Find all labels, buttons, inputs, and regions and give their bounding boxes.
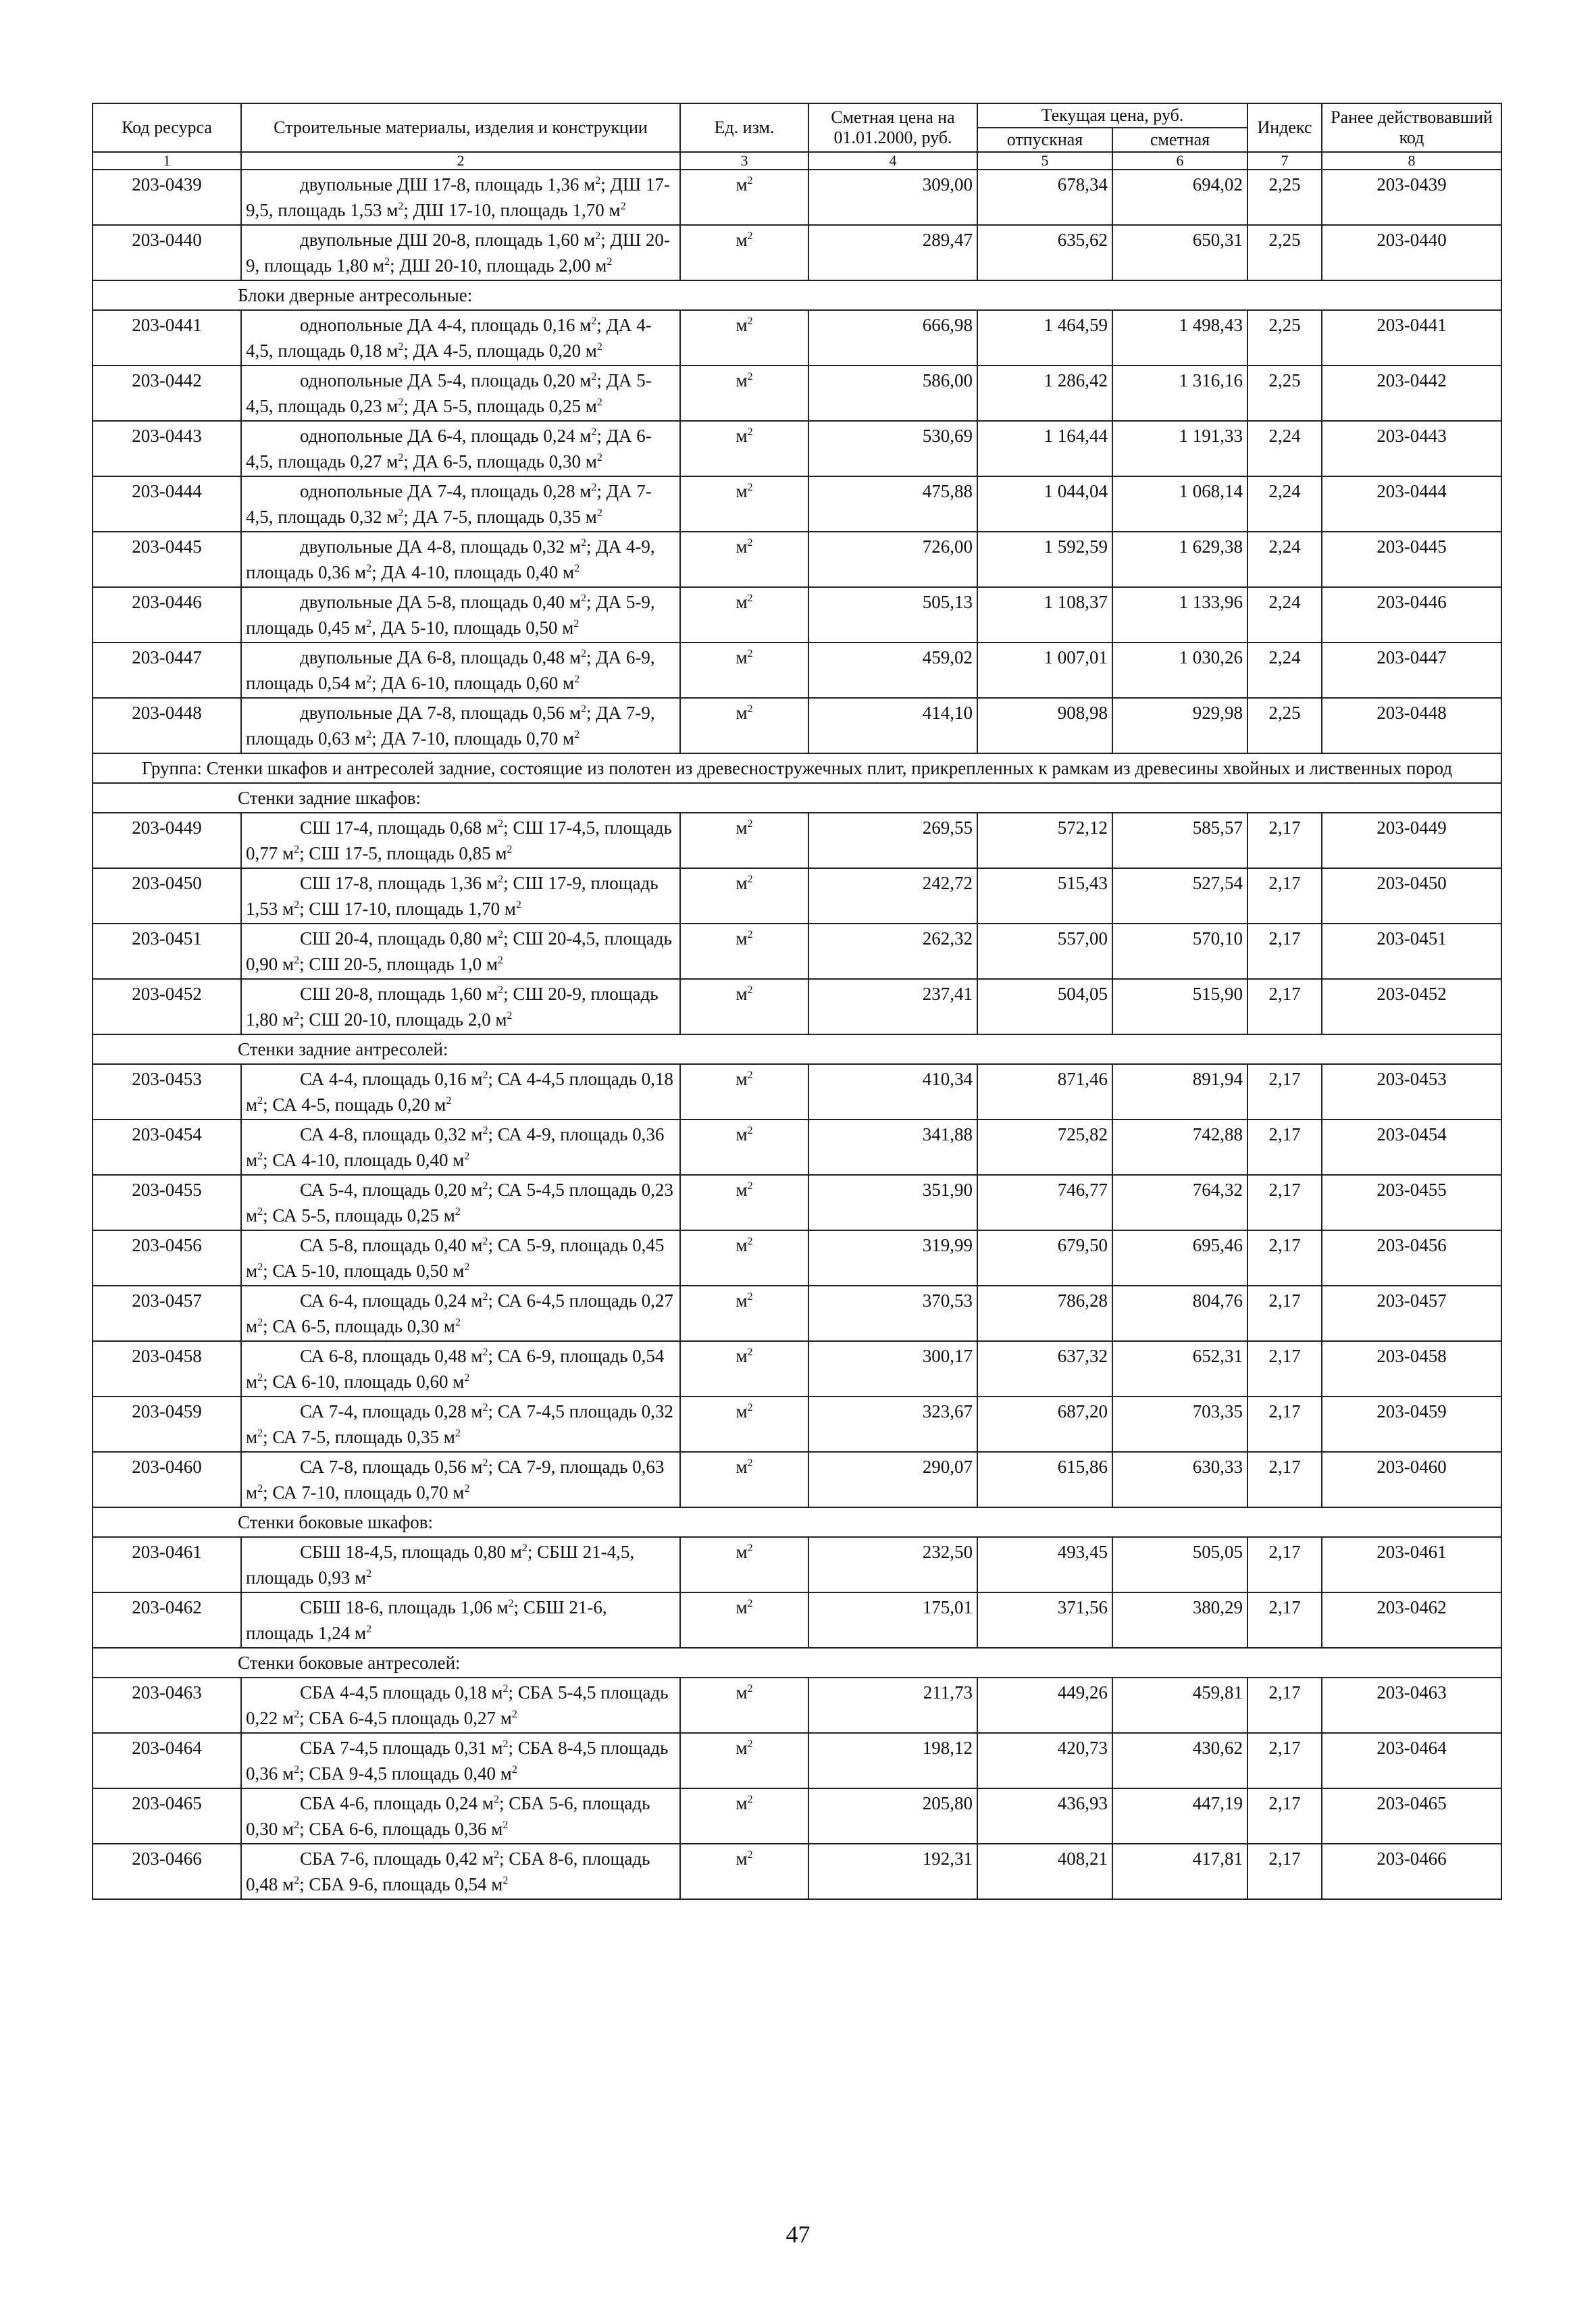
base-price-cell: 198,12	[808, 1733, 977, 1788]
estimate-price-cell: 447,19	[1112, 1788, 1247, 1844]
estimate-price-cell: 652,31	[1112, 1341, 1247, 1397]
estimate-price-cell: 380,29	[1112, 1592, 1247, 1648]
sale-price-cell: 637,32	[977, 1341, 1112, 1397]
base-price-cell: 414,10	[808, 698, 977, 753]
base-price-cell: 289,47	[808, 225, 977, 280]
sale-price-cell: 871,46	[977, 1064, 1112, 1120]
estimate-price-cell: 459,81	[1112, 1678, 1247, 1733]
column-number: 7	[1247, 152, 1322, 170]
unit-cell: $м^2$	[680, 170, 808, 225]
previous-code-cell: 203-0455	[1322, 1175, 1501, 1230]
estimate-price-cell: 1 191,33	[1112, 421, 1247, 476]
unit-cell: $м^2$	[680, 310, 808, 366]
table-row	[93, 532, 1501, 587]
unit-cell: $м^2$	[680, 421, 808, 476]
resource-code-cell: 203-0445	[93, 532, 241, 587]
index-cell: 2,17	[1247, 1230, 1322, 1286]
previous-code-cell: 203-0462	[1322, 1592, 1501, 1648]
section-title: Стенки задние шкафов:	[238, 788, 421, 808]
estimate-price-cell: 1 133,96	[1112, 587, 1247, 643]
unit-cell: $м^2$	[680, 476, 808, 532]
description-cell: СБШ 18-6, площадь 1,06 $м^2$; СБШ 21-6, площадь 1,24 $м^2$	[241, 1592, 680, 1648]
previous-code-cell: 203-0449	[1322, 813, 1501, 868]
price-table	[92, 103, 1502, 1900]
header-previous-code: Ранее действовавший код	[1322, 103, 1501, 152]
description-cell: однопольные ДА 6-4, площадь 0,24 $м^2$; ДА 6-4,5, площадь 0,27 $м^2$; ДА 6-5, площадь 0,30 $м^2$	[241, 421, 680, 476]
index-cell: 2,17	[1247, 868, 1322, 924]
sale-price-cell: 371,56	[977, 1592, 1112, 1648]
section-cell	[93, 783, 1501, 813]
previous-code-cell: 203-0453	[1322, 1064, 1501, 1120]
section-row	[93, 783, 1501, 813]
table-row	[93, 1175, 1501, 1230]
section-title: Стенки задние антресолей:	[238, 1039, 448, 1059]
description-cell: СШ 17-8, площадь 1,36 $м^2$; СШ 17-9, площадь 1,53 $м^2$; СШ 17-10, площадь 1,70 $м^2$	[241, 868, 680, 924]
index-cell: 2,25	[1247, 310, 1322, 366]
description-cell: СА 5-4, площадь 0,20 $м^2$; СА 5-4,5 площадь 0,23 $м^2$; СА 5-5, площадь 0,25 $м^2$	[241, 1175, 680, 1230]
sale-price-cell: 725,82	[977, 1120, 1112, 1175]
resource-code-cell: 203-0460	[93, 1452, 241, 1507]
estimate-price-cell: 1 629,38	[1112, 532, 1247, 587]
table-row	[93, 170, 1501, 225]
resource-code-cell: 203-0457	[93, 1286, 241, 1341]
base-price-cell: 341,88	[808, 1120, 977, 1175]
unit-cell: $м^2$	[680, 587, 808, 643]
unit-cell: $м^2$	[680, 979, 808, 1034]
sale-price-cell: 746,77	[977, 1175, 1112, 1230]
estimate-price-cell: 1 030,26	[1112, 643, 1247, 698]
previous-code-cell: 203-0464	[1322, 1733, 1501, 1788]
sale-price-cell: 420,73	[977, 1733, 1112, 1788]
previous-code-cell: 203-0439	[1322, 170, 1501, 225]
table-row	[93, 1452, 1501, 1507]
estimate-price-cell: 585,57	[1112, 813, 1247, 868]
description-cell: двупольные ДА 5-8, площадь 0,40 $м^2$; ДА 5-9, площадь 0,45 $м^2$, ДА 5-10, площадь 0,50 $м^2$	[241, 587, 680, 643]
table-row	[93, 1844, 1501, 1899]
index-cell: 2,17	[1247, 1341, 1322, 1397]
table-row	[93, 1286, 1501, 1341]
index-cell: 2,17	[1247, 1452, 1322, 1507]
unit-cell: $м^2$	[680, 532, 808, 587]
previous-code-cell: 203-0448	[1322, 698, 1501, 753]
base-price-cell: 475,88	[808, 476, 977, 532]
description-cell: СА 5-8, площадь 0,40 $м^2$; СА 5-9, площадь 0,45 $м^2$; СА 5-10, площадь 0,50 $м^2$	[241, 1230, 680, 1286]
table-row	[93, 698, 1501, 753]
sale-price-cell: 1 007,01	[977, 643, 1112, 698]
sale-price-cell: 635,62	[977, 225, 1112, 280]
header-materials: Строительные материалы, изделия и конструкции	[241, 103, 680, 152]
resource-code-cell: 203-0452	[93, 979, 241, 1034]
description-cell: СШ 17-4, площадь 0,68 $м^2$; СШ 17-4,5, площадь 0,77 $м^2$; СШ 17-5, площадь 0,85 $м^2$	[241, 813, 680, 868]
table-row	[93, 476, 1501, 532]
section-cell	[93, 1507, 1501, 1537]
sale-price-cell: 786,28	[977, 1286, 1112, 1341]
sale-price-cell: 678,34	[977, 170, 1112, 225]
previous-code-cell: 203-0452	[1322, 979, 1501, 1034]
base-price-cell: 323,67	[808, 1397, 977, 1452]
base-price-cell: 242,72	[808, 868, 977, 924]
previous-code-cell: 203-0444	[1322, 476, 1501, 532]
description-cell: СА 4-4, площадь 0,16 $м^2$; СА 4-4,5 площадь 0,18 $м^2$; СА 4-5, пощадь 0,20 $м^2$	[241, 1064, 680, 1120]
column-number: 5	[977, 152, 1112, 170]
base-price-cell: 205,80	[808, 1788, 977, 1844]
table-row	[93, 1592, 1501, 1648]
base-price-cell: 726,00	[808, 532, 977, 587]
estimate-price-cell: 695,46	[1112, 1230, 1247, 1286]
unit-cell: $м^2$	[680, 1397, 808, 1452]
previous-code-cell: 203-0445	[1322, 532, 1501, 587]
previous-code-cell: 203-0443	[1322, 421, 1501, 476]
table-header	[93, 103, 1501, 170]
section-cell	[93, 1648, 1501, 1678]
table-row	[93, 310, 1501, 366]
description-cell: однопольные ДА 5-4, площадь 0,20 $м^2$; ДА 5-4,5, площадь 0,23 $м^2$; ДА 5-5, площадь 0,25 $м^2$	[241, 366, 680, 421]
description-cell: СА 4-8, площадь 0,32 $м^2$; СА 4-9, площадь 0,36 $м^2$; СА 4-10, площадь 0,40 $м^2$	[241, 1120, 680, 1175]
previous-code-cell: 203-0447	[1322, 643, 1501, 698]
index-cell: 2,17	[1247, 924, 1322, 979]
index-cell: 2,25	[1247, 366, 1322, 421]
description-cell: двупольные ДА 4-8, площадь 0,32 $м^2$; ДА 4-9, площадь 0,36 $м^2$; ДА 4-10, площадь 0,40 $м^2$	[241, 532, 680, 587]
section-cell	[93, 1034, 1501, 1064]
estimate-price-cell: 630,33	[1112, 1452, 1247, 1507]
estimate-price-cell: 1 498,43	[1112, 310, 1247, 366]
description-cell: СБА 7-4,5 площадь 0,31 $м^2$; СБА 8-4,5 площадь 0,36 $м^2$; СБА 9-4,5 площадь 0,40 $м^2$	[241, 1733, 680, 1788]
index-cell: 2,24	[1247, 476, 1322, 532]
index-cell: 2,17	[1247, 1064, 1322, 1120]
index-cell: 2,24	[1247, 643, 1322, 698]
index-cell: 2,17	[1247, 1678, 1322, 1733]
description-cell: двупольные ДШ 20-8, площадь 1,60 $м^2$; ДШ 20-9, площадь 1,80 $м^2$; ДШ 20-10, площадь 2,00 $м^2$	[241, 225, 680, 280]
unit-cell: $м^2$	[680, 1286, 808, 1341]
base-price-cell: 459,02	[808, 643, 977, 698]
description-cell: СШ 20-4, площадь 0,80 $м^2$; СШ 20-4,5, площадь 0,90 $м^2$; СШ 20-5, площадь 1,0 $м^2$	[241, 924, 680, 979]
description-cell: двупольные ДА 7-8, площадь 0,56 $м^2$; ДА 7-9, площадь 0,63 $м^2$; ДА 7-10, площадь 0,70 $м^2$	[241, 698, 680, 753]
index-cell: 2,17	[1247, 1286, 1322, 1341]
estimate-price-cell: 1 068,14	[1112, 476, 1247, 532]
header-estimate-price: сметная	[1112, 128, 1247, 152]
unit-cell: $м^2$	[680, 813, 808, 868]
unit-cell: $м^2$	[680, 1733, 808, 1788]
resource-code-cell: 203-0456	[93, 1230, 241, 1286]
base-price-cell: 505,13	[808, 587, 977, 643]
table-row	[93, 1120, 1501, 1175]
estimate-price-cell: 804,76	[1112, 1286, 1247, 1341]
resource-code-cell: 203-0449	[93, 813, 241, 868]
description-cell: СА 7-8, площадь 0,56 $м^2$; СА 7-9, площадь 0,63 $м^2$; СА 7-10, площадь 0,70 $м^2$	[241, 1452, 680, 1507]
unit-cell: $м^2$	[680, 1230, 808, 1286]
section-title: Стенки боковые шкафов:	[238, 1512, 434, 1532]
estimate-price-cell: 929,98	[1112, 698, 1247, 753]
table-row	[93, 1788, 1501, 1844]
resource-code-cell: 203-0453	[93, 1064, 241, 1120]
estimate-price-cell: 650,31	[1112, 225, 1247, 280]
sale-price-cell: 1 592,59	[977, 532, 1112, 587]
header-sale-price: отпускная	[977, 128, 1112, 152]
resource-code-cell: 203-0455	[93, 1175, 241, 1230]
previous-code-cell: 203-0450	[1322, 868, 1501, 924]
table-row	[93, 421, 1501, 476]
resource-code-cell: 203-0454	[93, 1120, 241, 1175]
unit-cell: $м^2$	[680, 1064, 808, 1120]
resource-code-cell: 203-0439	[93, 170, 241, 225]
index-cell: 2,25	[1247, 225, 1322, 280]
description-cell: двупольные ДШ 17-8, площадь 1,36 $м^2$; ДШ 17-9,5, площадь 1,53 $м^2$; ДШ 17-10, площадь 1,70 $м^2$	[241, 170, 680, 225]
description-cell: СА 6-8, площадь 0,48 $м^2$; СА 6-9, площадь 0,54 $м^2$; СА 6-10, площадь 0,60 $м^2$	[241, 1341, 680, 1397]
base-price-cell: 232,50	[808, 1537, 977, 1592]
description-cell: однопольные ДА 7-4, площадь 0,28 $м^2$; ДА 7-4,5, площадь 0,32 $м^2$; ДА 7-5, площадь 0,35 $м^2$	[241, 476, 680, 532]
description-cell: СШ 20-8, площадь 1,60 $м^2$; СШ 20-9, площадь 1,80 $м^2$; СШ 20-10, площадь 2,0 $м^2$	[241, 979, 680, 1034]
resource-code-cell: 203-0444	[93, 476, 241, 532]
table-row	[93, 643, 1501, 698]
estimate-price-cell: 417,81	[1112, 1844, 1247, 1899]
previous-code-cell: 203-0463	[1322, 1678, 1501, 1733]
index-cell: 2,24	[1247, 532, 1322, 587]
resource-code-cell: 203-0447	[93, 643, 241, 698]
resource-code-cell: 203-0462	[93, 1592, 241, 1648]
column-number: 2	[241, 152, 680, 170]
index-cell: 2,17	[1247, 1788, 1322, 1844]
resource-code-cell: 203-0440	[93, 225, 241, 280]
previous-code-cell: 203-0460	[1322, 1452, 1501, 1507]
page-number: 47	[786, 2221, 810, 2248]
resource-code-cell: 203-0443	[93, 421, 241, 476]
base-price-cell: 586,00	[808, 366, 977, 421]
unit-cell: $м^2$	[680, 1788, 808, 1844]
estimate-price-cell: 570,10	[1112, 924, 1247, 979]
section-row	[93, 1648, 1501, 1678]
unit-cell: $м^2$	[680, 1537, 808, 1592]
index-cell: 2,17	[1247, 1592, 1322, 1648]
sale-price-cell: 449,26	[977, 1678, 1112, 1733]
index-cell: 2,17	[1247, 1120, 1322, 1175]
unit-cell: $м^2$	[680, 924, 808, 979]
base-price-cell: 666,98	[808, 310, 977, 366]
column-number: 6	[1112, 152, 1247, 170]
unit-cell: $м^2$	[680, 1844, 808, 1899]
estimate-price-cell: 1 316,16	[1112, 366, 1247, 421]
description-cell: СА 7-4, площадь 0,28 $м^2$; СА 7-4,5 площадь 0,32 $м^2$; СА 7-5, площадь 0,35 $м^2$	[241, 1397, 680, 1452]
resource-code-cell: 203-0450	[93, 868, 241, 924]
unit-cell: $м^2$	[680, 698, 808, 753]
unit-cell: $м^2$	[680, 1175, 808, 1230]
resource-code-cell: 203-0459	[93, 1397, 241, 1452]
sale-price-cell: 408,21	[977, 1844, 1112, 1899]
section-row	[93, 280, 1501, 310]
unit-cell: $м^2$	[680, 1592, 808, 1648]
estimate-price-cell: 891,94	[1112, 1064, 1247, 1120]
previous-code-cell: 203-0446	[1322, 587, 1501, 643]
resource-code-cell: 203-0451	[93, 924, 241, 979]
sale-price-cell: 615,86	[977, 1452, 1112, 1507]
estimate-price-cell: 515,90	[1112, 979, 1247, 1034]
sale-price-cell: 557,00	[977, 924, 1112, 979]
table-row	[93, 868, 1501, 924]
estimate-price-cell: 742,88	[1112, 1120, 1247, 1175]
section-cell	[93, 280, 1501, 310]
estimate-price-cell: 527,54	[1112, 868, 1247, 924]
index-cell: 2,24	[1247, 587, 1322, 643]
previous-code-cell: 203-0459	[1322, 1397, 1501, 1452]
index-cell: 2,17	[1247, 1175, 1322, 1230]
group-title: Группа: Стенки шкафов и антресолей задние, состоящие из полотен из древесностружечных плит, прикрепленных к рамкам из древесины хвойных и лиственных пород	[93, 753, 1501, 783]
sale-price-cell: 436,93	[977, 1788, 1112, 1844]
sale-price-cell: 687,20	[977, 1397, 1112, 1452]
table-row	[93, 225, 1501, 280]
unit-cell: $м^2$	[680, 1678, 808, 1733]
index-cell: 2,25	[1247, 698, 1322, 753]
table-row	[93, 813, 1501, 868]
column-number: 3	[680, 152, 808, 170]
base-price-cell: 309,00	[808, 170, 977, 225]
previous-code-cell: 203-0457	[1322, 1286, 1501, 1341]
table-row	[93, 587, 1501, 643]
estimate-price-cell: 764,32	[1112, 1175, 1247, 1230]
column-number: 8	[1322, 152, 1501, 170]
base-price-cell: 211,73	[808, 1678, 977, 1733]
header-base-price: Сметная цена на 01.01.2000, руб.	[808, 103, 977, 152]
description-cell: СБА 4-4,5 площадь 0,18 $м^2$; СБА 5-4,5 площадь 0,22 $м^2$; СБА 6-4,5 площадь 0,27 $м^2$	[241, 1678, 680, 1733]
index-cell: 2,25	[1247, 170, 1322, 225]
table-row	[93, 1537, 1501, 1592]
sale-price-cell: 504,05	[977, 979, 1112, 1034]
sale-price-cell: 1 164,44	[977, 421, 1112, 476]
base-price-cell: 370,53	[808, 1286, 977, 1341]
table-row	[93, 1064, 1501, 1120]
section-title: Блоки дверные антресольные:	[238, 285, 473, 305]
header-index: Индекс	[1247, 103, 1322, 152]
sale-price-cell: 908,98	[977, 698, 1112, 753]
description-cell: двупольные ДА 6-8, площадь 0,48 $м^2$; ДА 6-9, площадь 0,54 $м^2$; ДА 6-10, площадь 0,60 $м^2$	[241, 643, 680, 698]
resource-code-cell: 203-0446	[93, 587, 241, 643]
table-row	[93, 1678, 1501, 1733]
column-numbers-row	[93, 152, 1501, 170]
column-number: 1	[93, 152, 241, 170]
previous-code-cell: 203-0451	[1322, 924, 1501, 979]
description-cell: СБА 7-6, площадь 0,42 $м^2$; СБА 8-6, площадь 0,48 $м^2$; СБА 9-6, площадь 0,54 $м^2$	[241, 1844, 680, 1899]
resource-code-cell: 203-0448	[93, 698, 241, 753]
previous-code-cell: 203-0466	[1322, 1844, 1501, 1899]
unit-cell: $м^2$	[680, 225, 808, 280]
section-row	[93, 1034, 1501, 1064]
base-price-cell: 290,07	[808, 1452, 977, 1507]
resource-code-cell: 203-0441	[93, 310, 241, 366]
base-price-cell: 262,32	[808, 924, 977, 979]
base-price-cell: 175,01	[808, 1592, 977, 1648]
table-row	[93, 979, 1501, 1034]
table-row	[93, 1230, 1501, 1286]
table-body	[93, 170, 1501, 1899]
index-cell: 2,17	[1247, 813, 1322, 868]
sale-price-cell: 1 286,42	[977, 366, 1112, 421]
estimate-price-cell: 703,35	[1112, 1397, 1247, 1452]
section-row	[93, 1507, 1501, 1537]
base-price-cell: 410,34	[808, 1064, 977, 1120]
resource-code-cell: 203-0463	[93, 1678, 241, 1733]
unit-cell: $м^2$	[680, 1452, 808, 1507]
base-price-cell: 192,31	[808, 1844, 977, 1899]
column-number: 4	[808, 152, 977, 170]
sale-price-cell: 1 464,59	[977, 310, 1112, 366]
section-title: Стенки боковые антресолей:	[238, 1653, 461, 1673]
estimate-price-cell: 430,62	[1112, 1733, 1247, 1788]
resource-code-cell: 203-0458	[93, 1341, 241, 1397]
sale-price-cell: 572,12	[977, 813, 1112, 868]
header-current-price: Текущая цена, руб.	[977, 103, 1247, 128]
sale-price-cell: 493,45	[977, 1537, 1112, 1592]
base-price-cell: 269,55	[808, 813, 977, 868]
unit-cell: $м^2$	[680, 868, 808, 924]
resource-code-cell: 203-0464	[93, 1733, 241, 1788]
estimate-price-cell: 694,02	[1112, 170, 1247, 225]
resource-code-cell: 203-0466	[93, 1844, 241, 1899]
previous-code-cell: 203-0458	[1322, 1341, 1501, 1397]
previous-code-cell: 203-0454	[1322, 1120, 1501, 1175]
index-cell: 2,17	[1247, 979, 1322, 1034]
previous-code-cell: 203-0441	[1322, 310, 1501, 366]
index-cell: 2,17	[1247, 1844, 1322, 1899]
unit-cell: $м^2$	[680, 643, 808, 698]
index-cell: 2,17	[1247, 1397, 1322, 1452]
previous-code-cell: 203-0440	[1322, 225, 1501, 280]
table-row	[93, 1341, 1501, 1397]
sale-price-cell: 1 108,37	[977, 587, 1112, 643]
base-price-cell: 351,90	[808, 1175, 977, 1230]
table-row	[93, 1733, 1501, 1788]
previous-code-cell: 203-0461	[1322, 1537, 1501, 1592]
previous-code-cell: 203-0442	[1322, 366, 1501, 421]
header-resource-code: Код ресурса	[93, 103, 241, 152]
resource-code-cell: 203-0465	[93, 1788, 241, 1844]
index-cell: 2,24	[1247, 421, 1322, 476]
table-row	[93, 1397, 1501, 1452]
unit-cell: $м^2$	[680, 366, 808, 421]
description-cell: СА 6-4, площадь 0,24 $м^2$; СА 6-4,5 площадь 0,27 $м^2$; СА 6-5, площадь 0,30 $м^2$	[241, 1286, 680, 1341]
resource-code-cell: 203-0442	[93, 366, 241, 421]
index-cell: 2,17	[1247, 1733, 1322, 1788]
group-row	[93, 753, 1501, 783]
table-row	[93, 924, 1501, 979]
resource-code-cell: 203-0461	[93, 1537, 241, 1592]
description-cell: однопольные ДА 4-4, площадь 0,16 $м^2$; ДА 4-4,5, площадь 0,18 $м^2$; ДА 4-5, площадь 0,20 $м^2$	[241, 310, 680, 366]
previous-code-cell: 203-0465	[1322, 1788, 1501, 1844]
base-price-cell: 319,99	[808, 1230, 977, 1286]
unit-cell: $м^2$	[680, 1341, 808, 1397]
estimate-price-cell: 505,05	[1112, 1537, 1247, 1592]
unit-cell: $м^2$	[680, 1120, 808, 1175]
description-cell: СБШ 18-4,5, площадь 0,80 $м^2$; СБШ 21-4,5, площадь 0,93 $м^2$	[241, 1537, 680, 1592]
table-row	[93, 366, 1501, 421]
base-price-cell: 300,17	[808, 1341, 977, 1397]
previous-code-cell: 203-0456	[1322, 1230, 1501, 1286]
header-unit: Ед. изм.	[680, 103, 808, 152]
index-cell: 2,17	[1247, 1537, 1322, 1592]
base-price-cell: 530,69	[808, 421, 977, 476]
sale-price-cell: 679,50	[977, 1230, 1112, 1286]
sale-price-cell: 515,43	[977, 868, 1112, 924]
base-price-cell: 237,41	[808, 979, 977, 1034]
sale-price-cell: 1 044,04	[977, 476, 1112, 532]
description-cell: СБА 4-6, площадь 0,24 $м^2$; СБА 5-6, площадь 0,30 $м^2$; СБА 6-6, площадь 0,36 $м^2$	[241, 1788, 680, 1844]
